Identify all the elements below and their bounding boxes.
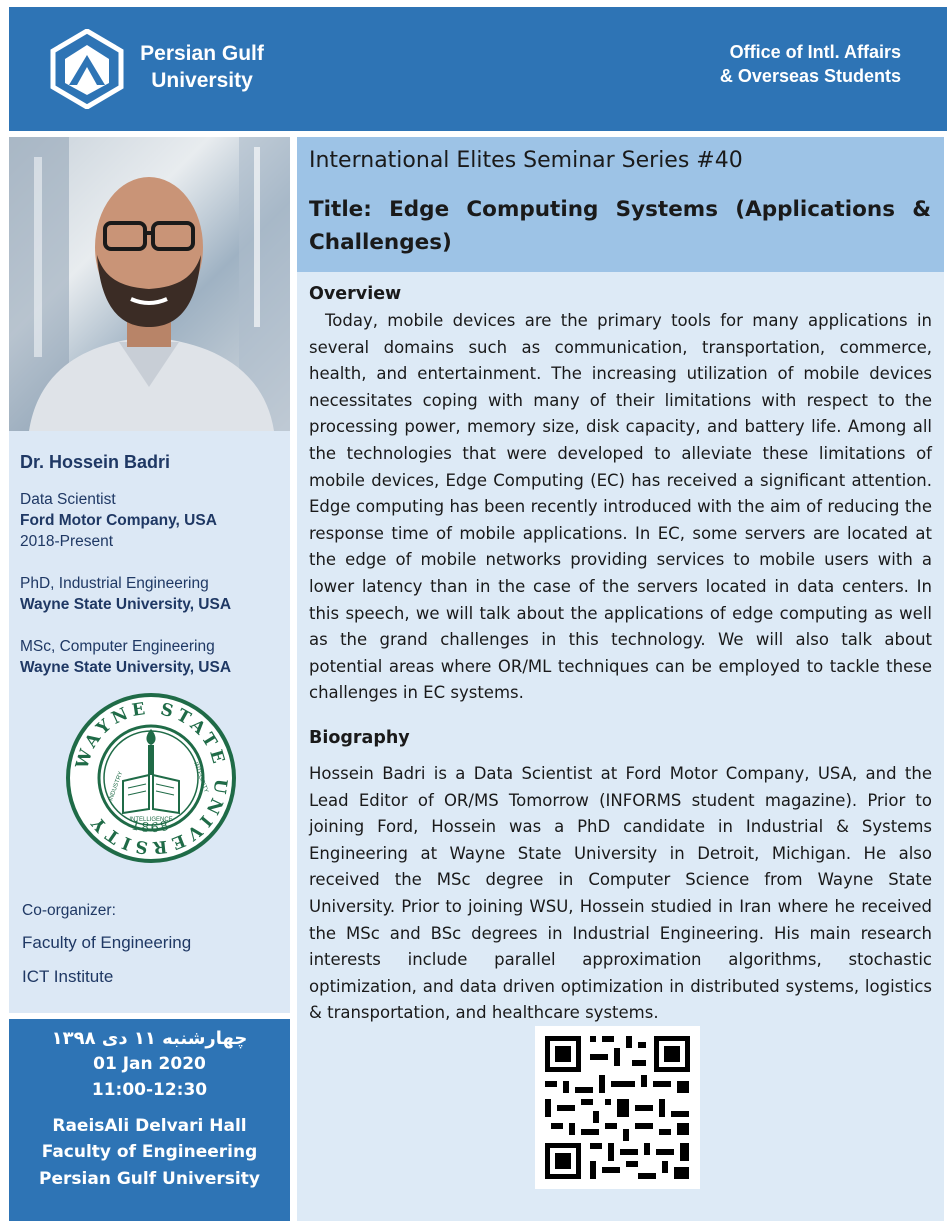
qr-code [535,1026,700,1189]
wayne-state-seal-icon [66,693,236,863]
seminar-series: International Elites Seminar Series #40 [309,148,743,173]
university-name: Persian Gulf University [140,42,264,92]
overview-heading: Overview [309,284,402,304]
event-venue-hall: RaeisAli Delvari Hall [52,1116,247,1136]
biography-heading: Biography [309,728,410,748]
speaker-name: Dr. Hossein Badri [20,452,171,472]
qr-code-icon [535,1026,700,1189]
company-text: Ford Motor Company, USA [20,512,217,529]
msc-field: MSc, Computer Engineering [20,638,215,655]
event-time: 11:00-12:30 [91,1080,208,1100]
period-text: 2018-Present [20,533,114,550]
speaker-photo [9,137,290,431]
seal-year: 1868 [129,818,173,837]
co-organizer-item: Faculty of Engineering [22,933,192,952]
seal-ribbon-left: INDUSTRY [108,770,125,802]
talk-title: Title: Edge Computing Systems (Applications & Challenges) [309,197,931,255]
header-banner [9,7,947,131]
event-date-persian: چهارشنبه ۱۱ دی ۱۳۹۸ [51,1028,248,1049]
phd-school: Wayne State University, USA [20,596,232,613]
msc-entry [20,636,231,678]
seal-ribbon-bottom: INTELLIGENCE [129,817,173,823]
seal-ribbon-right: INTEGRITY [192,761,209,794]
speaker-panel [9,137,290,1013]
biography-text: Hossein Badri is a Data Scientist at Ford Motor Company, USA, and the Lead Editor of OR/MS Tomorrow (INFORMS student magazine). Prior to joining Ford, Hossein was a PhD candidate in Industrial & Systems Engineering at Wayne State University in Detroit, Michigan. He also received the MSc degree in Computer Science from Wayne State University. Prior to joining WSU, Hossein studied in Iran where he received the MSc and BSc degrees in Industrial Engineering. His main research interests include parallel approximation algorithms, stochastic optimization, and data driven optimization in distributed systems, logistics & transportation, and healthcare systems. [309,764,932,1023]
office-name: Office of Intl. Affairs & Overseas Students [719,42,901,86]
current-position [20,489,217,552]
content-panel [297,137,944,1221]
event-date: 01 Jan 2020 [93,1054,206,1074]
event-venue-faculty: Faculty of Engineering [41,1142,258,1162]
phd-field: PhD, Industrial Engineering [20,575,209,592]
university-logo-icon [47,29,127,109]
overview-text: Today, mobile devices are the primary tools for many applications in several domains such as communication, transportation, commerce, health, and entertainment. The increasing utilization of mobile devices necessitates coping with many of their limitations with respect to the processing power, memory size, disk capacity, and battery life. Among all the technologies that were developed to alleviate these limitations of mobile devices, Edge Computing (EC) has received a significant attention. Edge computing has been recently introduced with the aim of reducing the response time of mobile applications. In EC, some servers are located at the edge of mobile networks providing services to mobile users with a lower latency than in the case of the servers located in data centers. In this speech, we will talk about the applications of edge computing as well as the grand challenges in this technology. We will also talk about potential areas where OR/ML techniques can be employed to tackle these challenges in EC systems. [309,311,932,703]
co-organizer-item: ICT Institute [22,967,114,986]
seal-ring-text: WAYNE STATE UNIVERSITY [72,698,231,858]
co-organizer-label: Co-organizer: [22,902,116,919]
event-venue-university: Persian Gulf University [39,1169,260,1189]
title-band [297,137,944,272]
event-info-box [9,1019,290,1221]
msc-school: Wayne State University, USA [20,659,232,676]
role-text: Data Scientist [20,491,116,508]
phd-entry [20,573,231,615]
